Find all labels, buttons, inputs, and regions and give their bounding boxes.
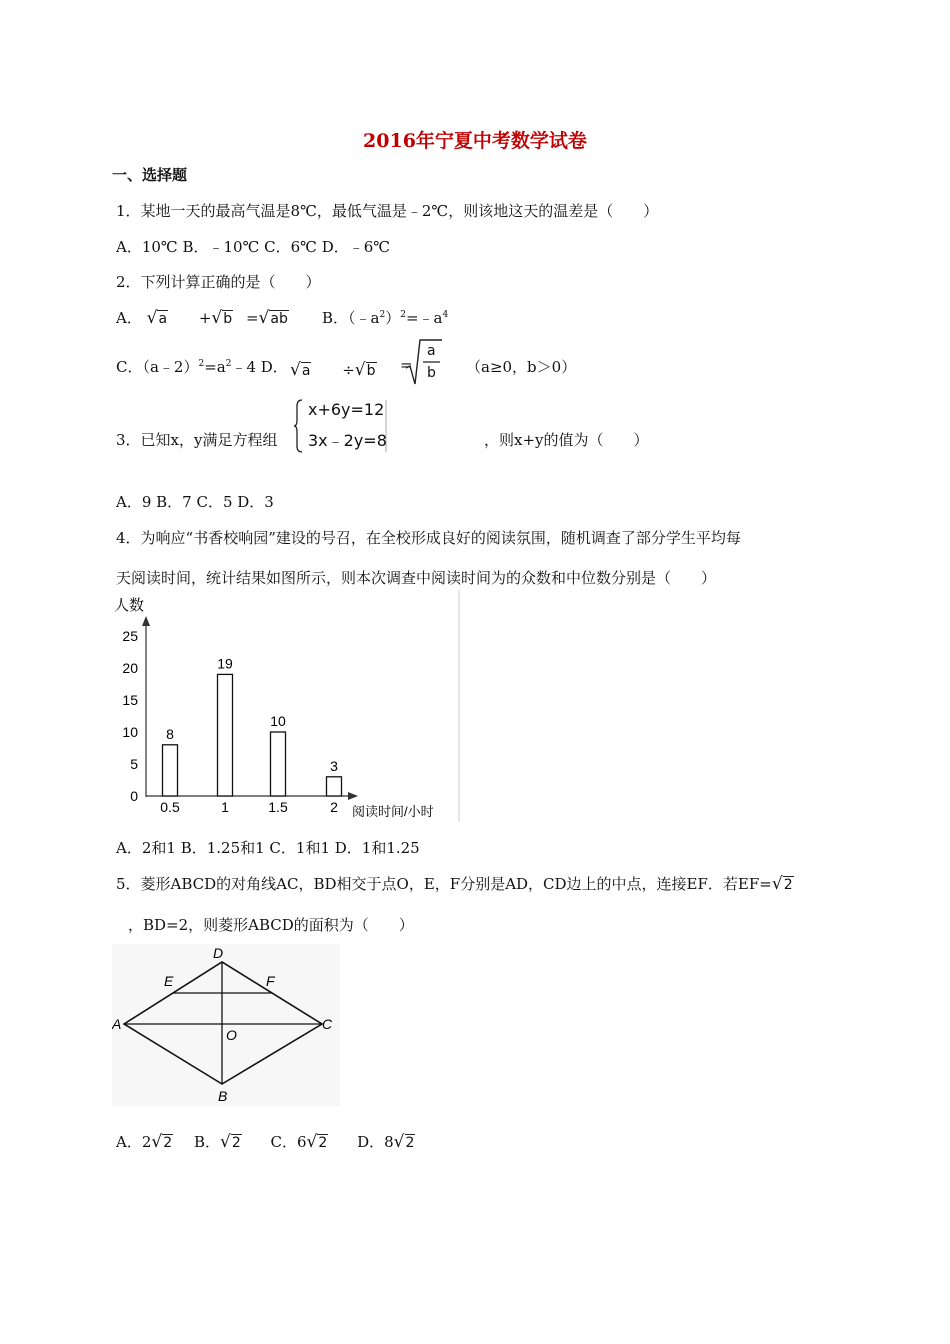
q5-option-d: D．8 [357,1133,394,1151]
q3-options: A．9 B．7 C．5 D．3 [116,493,274,511]
equals-sign: = [245,309,259,327]
q4-stem-line1: 4．为响应“书香校响园”建设的号召，在全校形成良好的阅读氛围，随机调查了部分学生平均每 [116,529,741,547]
q2-b-sup: 2 [379,310,386,320]
q5-option-b: B． [193,1133,220,1151]
q2-b-expr: =﹣a [405,309,443,327]
fraction-numerator: a [427,343,436,359]
sqrt-fraction [406,338,442,386]
q2-b-expr: ） [385,309,401,327]
q2-d-condition: （a≥0，b＞0） [466,358,577,376]
q2-option-b [322,307,448,328]
vertex-label-a: A [112,1016,122,1032]
q2-b-sup: 4 [442,310,449,320]
q4-stem-line2: 天阅读时间，统计结果如图所示，则本次调查中阅读时间为的众数和中位数分别是（ ） [116,569,717,587]
x-axis-arrow-icon [348,792,358,800]
sqrt-b: √b [211,308,233,328]
equation-2: 3x﹣2y=8 [308,431,387,450]
q2-c-label: C． [116,358,143,376]
sqrt-b: √b [354,360,376,380]
q5-option-a: A．2 [116,1133,152,1151]
q5-options [116,1131,415,1152]
divide-sign: ÷ [342,361,355,379]
bar [218,674,233,796]
q4-options: A．2和1 B．1.25和1 C．1和1 D．1和1.25 [116,839,420,857]
q2-option-c [116,356,288,377]
bar [327,777,342,796]
bar [163,745,178,796]
bar-data-label: 3 [330,757,338,774]
y-tick-label: 15 [122,692,138,708]
plus-sign: + [198,309,212,327]
q5-stem-text: 5．菱形ABCD的对角线AC，BD相交于点O，E，F分别是AD，CD边上的中点，连接EF．若EF= [116,875,772,893]
q2-a-label: A． [116,309,142,327]
q5-stem-line1 [116,873,794,894]
sqrt-2: √2 [151,1132,173,1152]
q5-stem-line2: ，BD=2，则菱形ABCD的面积为（ ） [128,916,414,934]
rhombus-figure [112,944,340,1106]
q2-b-label: B． [322,309,349,327]
equation-1: x+6y=12 [308,400,385,419]
q2-c-expr: （a﹣2） [142,358,199,376]
bar-data-label: 19 [217,655,233,672]
x-axis-label: 阅读时间/小时 [352,804,434,819]
radical-sign-icon [406,338,442,386]
bar [271,732,286,796]
q2-stem: 2．下列计算正确的是（ ） [116,273,321,291]
section-heading: 一、选择题 [112,166,188,184]
vertex-label-d: D [213,945,224,961]
q2-c-expr: ﹣4 D． [231,358,288,376]
sqrt-2: √2 [306,1132,328,1152]
y-axis-arrow-icon [142,616,150,626]
x-tick-label: 1 [221,799,229,815]
sqrt-a: √a [146,308,168,328]
fraction-denominator: b [427,365,436,381]
y-tick-label: 25 [122,628,138,644]
x-tick-label: 2 [330,799,338,815]
q5-option-c: C．6 [270,1133,307,1151]
point-label-o: O [226,1027,237,1043]
y-tick-label: 20 [122,660,138,676]
q2-c-sup: 2 [198,359,205,369]
q3-stem-post: ，则x+y的值为（ ） [484,431,649,449]
sqrt-ab: √ab [258,308,288,328]
bar-data-label: 10 [270,713,286,729]
point-label-e: E [164,973,174,989]
y-tick-label: 5 [130,756,138,772]
point-label-f: F [266,973,275,989]
q1-stem: 1．某地一天的最高气温是8℃，最低气温是﹣2℃，则该地这天的温差是（ ） [116,202,659,220]
bar-data-label: 8 [166,725,174,742]
sqrt-2: √2 [393,1132,415,1152]
q2-b-expr: （﹣a [348,309,380,327]
sqrt-2: √2 [219,1132,241,1152]
q2-option-a [116,307,289,328]
x-tick-label: 1.5 [268,799,288,815]
vertex-label-c: C [322,1016,333,1032]
y-tick-label: 10 [122,724,138,740]
sqrt-2: √2 [771,874,793,894]
q1-options: A．10℃ B．﹣10℃ C．6℃ D．﹣6℃ [116,238,391,256]
q2-c-sup: 2 [225,359,232,369]
equals-sign: = [400,356,413,374]
bar-chart [114,590,464,822]
q2-c-expr: =a [204,358,226,376]
y-axis-label: 人数 [114,597,145,614]
x-tick-label: 0.5 [160,799,180,815]
sqrt-a: √a [290,360,311,380]
page-title: 2016年宁夏中考数学试卷 [363,130,587,152]
q2-option-d [290,360,377,380]
q2-b-sup: 2 [400,310,406,320]
vertex-label-b: B [218,1088,228,1104]
y-tick-label: 0 [130,788,138,804]
q3-stem-pre: 3．已知x，y满足方程组 [116,431,278,449]
